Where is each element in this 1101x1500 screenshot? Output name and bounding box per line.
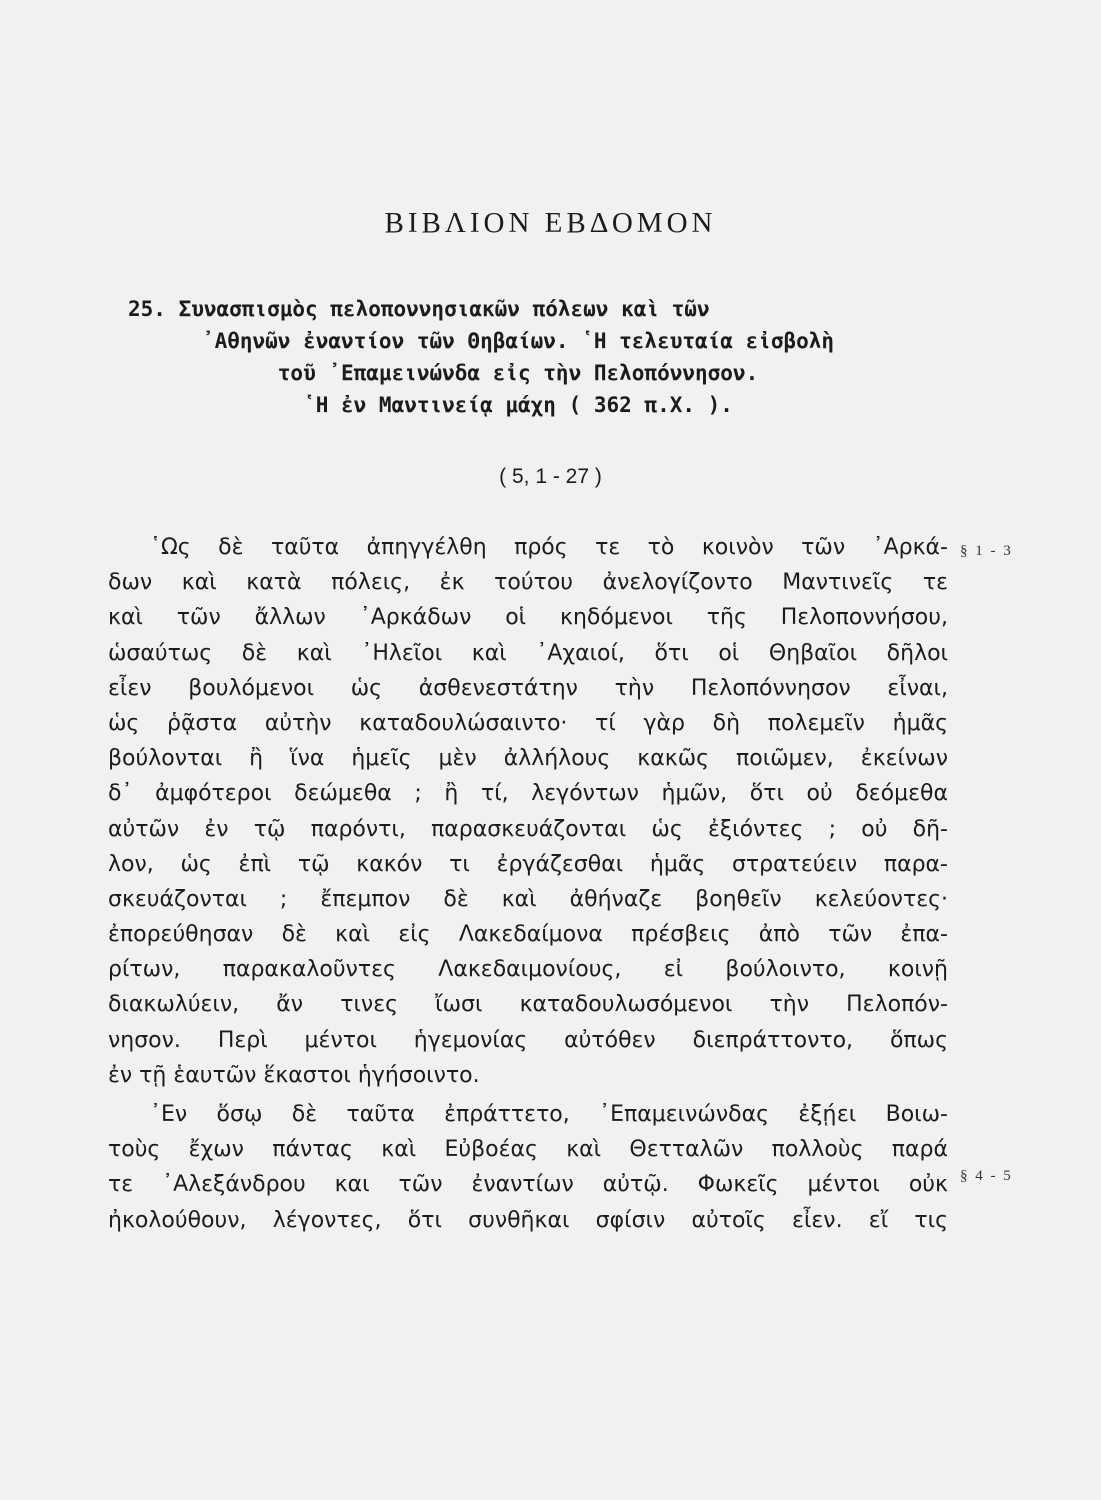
- text-line: διακωλύειν, ἄν τινες ἴωσι καταδουλωσόμενοι τὴν Πελοπόν-: [108, 992, 948, 1018]
- paragraph-2: [108, 1097, 948, 1238]
- text-line: ἐπορεύθησαν δὲ καὶ εἰς Λακεδαίμονα πρέσβεις ἀπὸ τῶν ἐπα-: [108, 922, 948, 948]
- text-line: ὡς ῥᾷστα αὐτὴν καταδουλώσαιντο· τί γὰρ δὴ πολεμεῖν ἡμᾶς: [108, 710, 948, 736]
- text-line: ῾Ως δὲ ταῦτα ἀπηγγέλθη πρός τε τὸ κοινὸν τῶν ᾿Αρκά-: [150, 535, 948, 560]
- margin-section-note: § 4 - 5: [960, 1168, 1013, 1184]
- margin-section-note: § 1 - 3: [960, 543, 1013, 559]
- text-line: λον, ὡς ἐπὶ τῷ κακόν τι ἐργάζεσθαι ἡμᾶς στρατεύειν παρα-: [108, 851, 948, 877]
- text-line: δων καὶ κατὰ πόλεις, ἐκ τούτου ἀνελογίζοντο Μαντινεῖς τε: [108, 570, 948, 596]
- text-line: ἐν τῇ ἑαυτῶν ἕκαστοι ἡγήσοιντο.: [108, 1062, 480, 1088]
- chapter-heading-line: τοῦ ᾿Επαμεινώνδα εἰς τὴν Πελοπόννησον.: [277, 361, 759, 385]
- text-line: εἶεν βουλόμενοι ὡς ἀσθενεστάτην τὴν Πελοπόννησον εἶναι,: [108, 675, 948, 701]
- text-line: βούλονται ἢ ἵνα ἡμεῖς μὲν ἀλλήλους κακῶς ποιῶμεν, ἐκείνων: [108, 746, 948, 772]
- chapter-heading-line: ᾿Αθηνῶν ἐναντίον τῶν Θηβαίων. ῾Η τελευταία εἰσβολὴ: [201, 329, 835, 353]
- text-line: σκευάζονται ; ἔπεμπον δὲ καὶ ἀθήναζε βοηθεῖν κελεύοντες·: [108, 886, 948, 912]
- book-title: ΒΙΒΛΙΟΝ ΕΒΔΟΜΟΝ: [384, 207, 717, 239]
- text-line: δ᾿ ἀμφότεροι δεώμεθα ; ἢ τί, λεγόντων ἡμῶν, ὅτι οὐ δεόμεθα: [108, 781, 948, 807]
- text-line: ρίτων, παρακαλοῦντες Λακεδαιμονίους, εἰ βούλοιντο, κοινῇ: [108, 957, 948, 983]
- text-line: ὡσαύτως δὲ καὶ ᾿Ηλεῖοι καὶ ᾿Αχαιοί, ὅτι οἱ Θηβαῖοι δῆλοι: [108, 640, 948, 666]
- chapter-heading: [128, 293, 908, 421]
- paragraph-1: [108, 530, 948, 1093]
- text-line: αὐτῶν ἐν τῷ παρόντι, παρασκευάζονται ὡς ἐξιόντες ; οὐ δῆ-: [108, 816, 948, 842]
- text-line: ἠκολούθουν, λέγοντες, ὅτι συνθῆκαι σφίσιν αὐτοῖς εἶεν. εἴ τις: [108, 1207, 948, 1233]
- chapter-heading-line: ῾Η ἐν Μαντινείᾳ μάχη ( 362 π.Χ. ).: [303, 393, 733, 417]
- source-reference: ( 5, 1 - 27 ): [499, 465, 602, 488]
- text-line: καὶ τῶν ἄλλων ᾿Αρκάδων οἱ κηδόμενοι τῆς Πελοποννήσου,: [108, 605, 948, 631]
- text-line: τε ᾿Αλεξάνδρου και τῶν ἐναντίων αὐτῷ. Φωκεῖς μέντοι οὐκ: [108, 1172, 948, 1198]
- text-line: ᾿Εν ὅσῳ δὲ ταῦτα ἐπράττετο, ᾿Επαμεινώνδας ἐξῄει Βοιω-: [150, 1102, 948, 1127]
- chapter-heading-line: 25. Συνασπισμὸς πελοποννησιακῶν πόλεων καὶ τῶν: [128, 297, 710, 321]
- text-line: τοὺς ἔχων πάντας καὶ Εὐβοέας καὶ Θετταλῶν πολλοὺς παρά: [108, 1137, 948, 1163]
- body-text: [108, 530, 948, 1238]
- text-line: νησον. Περὶ μέντοι ἡγεμονίας αὐτόθεν διεπράττοντο, ὅπως: [108, 1027, 948, 1053]
